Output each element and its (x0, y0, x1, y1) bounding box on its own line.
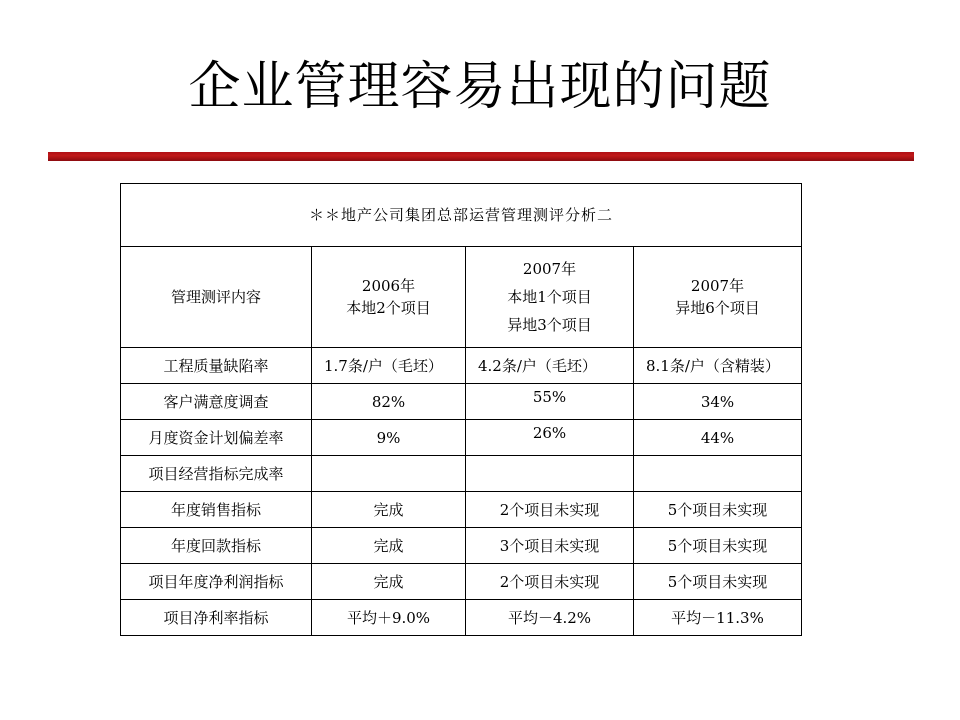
table-cell (312, 456, 466, 492)
table-cell (634, 456, 802, 492)
table-row (121, 492, 802, 528)
header-evaluation-content: 管理测评内容 (121, 247, 312, 348)
header-2007-local-year: 2007年 (522, 260, 577, 278)
table-cell: 3个项目未实现 (466, 528, 634, 564)
table-cell: 34% (634, 384, 802, 420)
header-2007-remote-year: 2007年 (690, 277, 745, 295)
header-2007-local-scope: 本地1个项目 (507, 288, 592, 306)
row-label: 年度回款指标 (121, 528, 312, 564)
table-row (121, 600, 802, 636)
table-cell (466, 456, 634, 492)
table-row (121, 528, 802, 564)
table-cell: 4.2条/户（毛坯） (466, 348, 634, 384)
table-cell: 平均－11.3% (634, 600, 802, 636)
table-row (121, 348, 802, 384)
table-row (121, 384, 802, 420)
table-cell: 55% (466, 379, 634, 415)
table-caption: ＊＊地产公司集团总部运营管理测评分析二 (121, 184, 802, 247)
header-2007-local (466, 247, 634, 348)
table-cell: 82% (312, 384, 466, 420)
table-cell: 1.7条/户（毛坯） (312, 348, 466, 384)
table-cell: 2个项目未实现 (466, 492, 634, 528)
row-label: 项目净利率指标 (121, 600, 312, 636)
evaluation-table (120, 183, 802, 636)
header-2006-year: 2006年 (361, 277, 416, 295)
table-cell: 2个项目未实现 (466, 564, 634, 600)
table-cell: 5个项目未实现 (634, 528, 802, 564)
table-cell: 完成 (312, 564, 466, 600)
table-cell: 26% (466, 415, 634, 451)
table-cell: 平均＋9.0% (312, 600, 466, 636)
row-label: 年度销售指标 (121, 492, 312, 528)
header-2006 (312, 247, 466, 348)
header-2007-remote-scope: 异地3个项目 (507, 316, 592, 334)
header-2007-remote (634, 247, 802, 348)
title-divider (48, 152, 914, 161)
table-cell: 完成 (312, 492, 466, 528)
row-label: 项目经营指标完成率 (121, 456, 312, 492)
table-cell: 5个项目未实现 (634, 564, 802, 600)
table-cell: 8.1条/户（含精装） (634, 348, 802, 384)
slide-title: 企业管理容易出现的问题 (188, 57, 772, 117)
table-cell: 44% (634, 420, 802, 456)
table-cell: 5个项目未实现 (634, 492, 802, 528)
row-label: 项目年度净利润指标 (121, 564, 312, 600)
table-header-row (121, 247, 802, 348)
header-2007-remote-scope2: 异地6个项目 (675, 299, 760, 317)
table-row (121, 564, 802, 600)
table-cell: 9% (312, 420, 466, 456)
header-2006-scope: 本地2个项目 (346, 299, 431, 317)
row-label: 客户满意度调查 (121, 384, 312, 420)
table-cell: 平均－4.2% (466, 600, 634, 636)
row-label: 工程质量缺陷率 (121, 348, 312, 384)
table-row (121, 456, 802, 492)
table-row (121, 420, 802, 456)
row-label: 月度资金计划偏差率 (121, 420, 312, 456)
table-cell: 完成 (312, 528, 466, 564)
